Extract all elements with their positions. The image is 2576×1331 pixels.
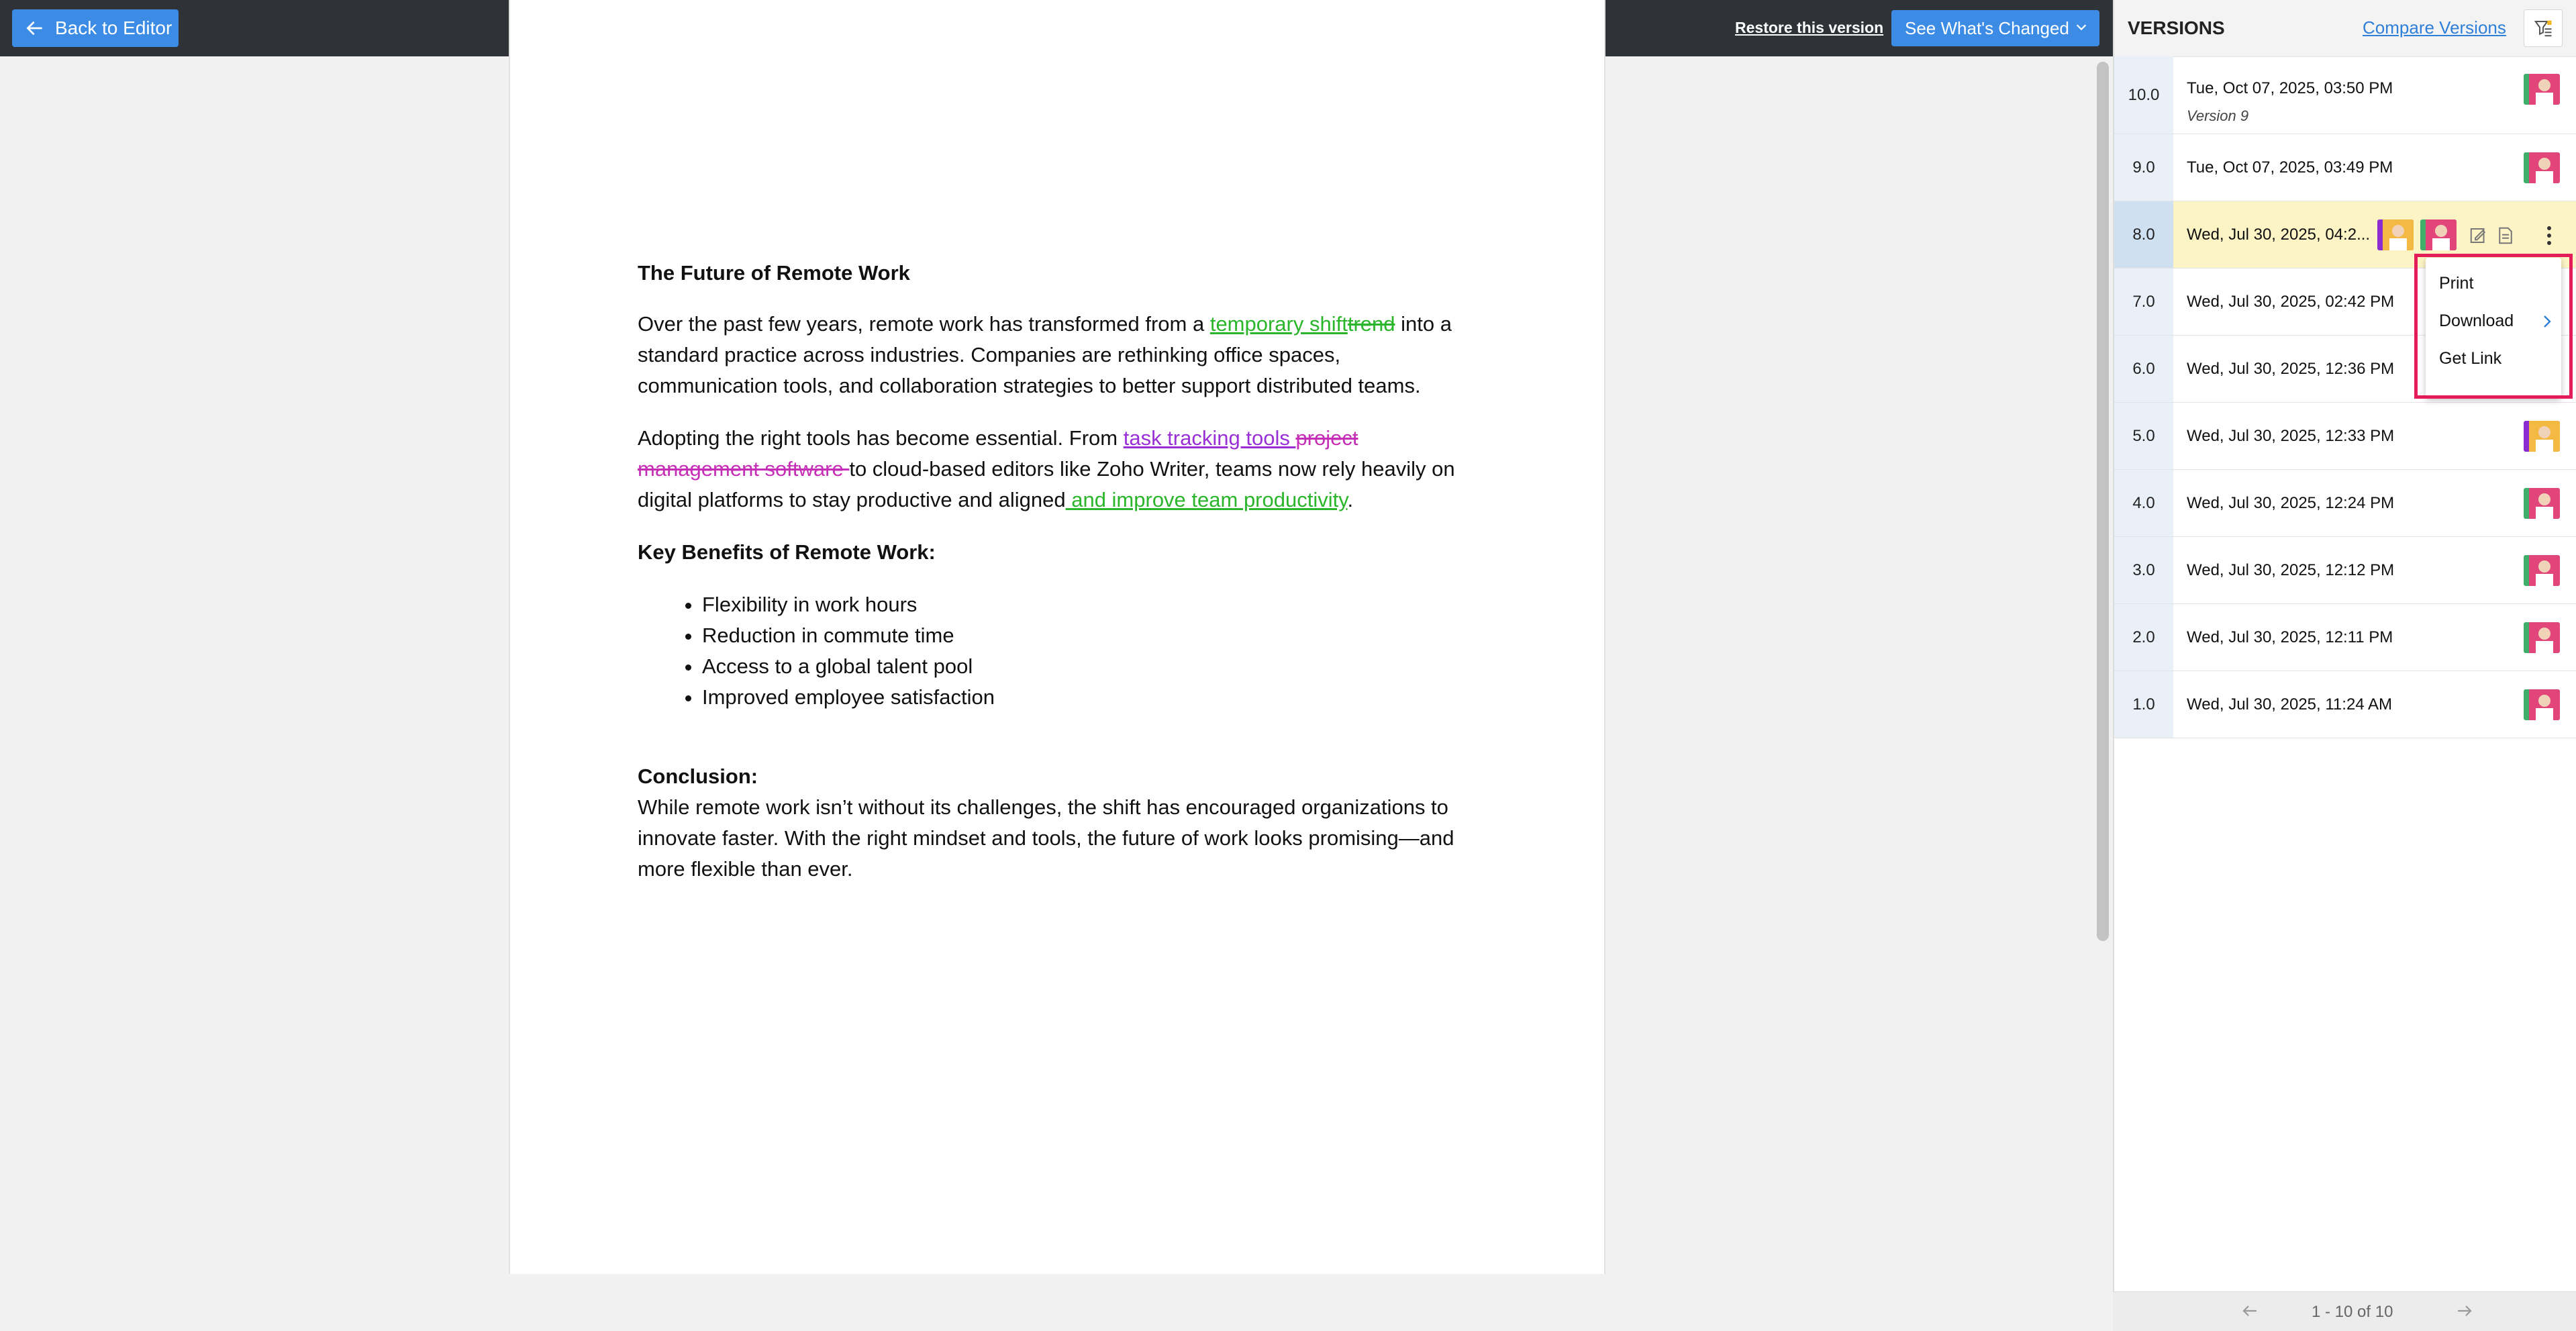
versions-title: VERSIONS [2128,17,2225,38]
versions-header [2114,0,2576,57]
version-number: 5.0 [2114,403,2173,469]
list-item: • Flexibility in work hours [702,589,1470,620]
arrow-left-icon [24,17,46,39]
paragraph-conclusion: While remote work isn’t without its challenges, the shift has encouraged organizations to innovate faster. With the right mindset and tools, the future of work looks promising—and more flexible than ever. [638,795,1454,881]
version-number: 9.0 [2114,134,2173,201]
version-number: 3.0 [2114,537,2173,603]
version-date: Wed, Jul 30, 2025, 12:33 PM [2187,427,2395,445]
conclusion-heading: Conclusion: [638,765,758,788]
menu-item-get-link[interactable]: Get Link [2439,349,2502,368]
avatar [2377,219,2414,250]
versions-panel [2113,0,2576,1330]
version-date: Tue, Oct 07, 2025, 03:50 PM [2187,79,2393,97]
edit-note-icon[interactable] [2469,226,2489,246]
deleted-text: trend [1347,312,1395,336]
prev-page-icon[interactable] [2240,1303,2259,1319]
menu-item-print[interactable]: Print [2439,274,2474,293]
more-options-icon[interactable] [2541,224,2557,247]
text-run: . [1347,488,1354,511]
text-run: into a standard practice across industries. Companies are rethinking office spaces, communication tools, and collaboration strategies to better support distributed teams. [638,312,1452,397]
version-number: 2.0 [2114,604,2173,671]
avatar [2524,488,2560,519]
inserted-text: and improve team productivity [1065,488,1348,511]
document-icon[interactable] [2495,226,2516,246]
version-row[interactable] [2114,604,2576,671]
version-date: Wed, Jul 30, 2025, 12:11 PM [2187,628,2393,646]
inserted-text: task tracking tools [1123,426,1296,450]
benefits-list [638,589,1470,713]
version-number: 7.0 [2114,268,2173,335]
version-date: Wed, Jul 30, 2025, 04:2... [2187,226,2371,244]
version-row[interactable] [2114,470,2576,537]
version-row[interactable] [2114,403,2576,470]
version-date: Tue, Oct 07, 2025, 03:49 PM [2187,158,2393,177]
back-to-editor-button[interactable] [12,9,179,47]
pagination-bar [2113,1291,2576,1331]
avatar [2420,219,2457,250]
version-date: Wed, Jul 30, 2025, 02:42 PM [2187,293,2395,311]
avatar [2524,555,2560,586]
version-date: Wed, Jul 30, 2025, 12:36 PM [2187,360,2395,378]
text-run: Over the past few years, remote work has transformed from a [638,312,1210,336]
avatar [2524,689,2560,720]
inserted-text: temporary shift [1209,312,1348,336]
version-date: Wed, Jul 30, 2025, 12:12 PM [2187,561,2395,579]
version-number: 4.0 [2114,470,2173,536]
list-item: • Improved employee satisfaction [702,682,1470,713]
next-page-icon[interactable] [2455,1303,2474,1319]
paragraph-tools [638,423,1470,515]
avatar [2524,421,2560,452]
version-row[interactable] [2114,671,2576,738]
list-item: • Access to a global talent pool [702,651,1470,682]
version-row[interactable] [2114,56,2576,134]
see-whats-changed-label: See What's Changed [1905,17,2069,38]
document-title: The Future of Remote Work [638,261,910,285]
document-scrollbar-thumb[interactable] [2097,62,2109,941]
version-number: 6.0 [2114,336,2173,402]
pagination-label: 1 - 10 of 10 [2312,1303,2393,1321]
compare-versions-link[interactable]: Compare Versions [2363,17,2506,38]
filter-button[interactable] [2524,9,2563,47]
version-date: Wed, Jul 30, 2025, 11:24 AM [2187,695,2392,713]
version-number: 1.0 [2114,671,2173,738]
version-number: 10.0 [2114,56,2173,134]
version-date: Wed, Jul 30, 2025, 12:24 PM [2187,494,2395,512]
version-row[interactable] [2114,134,2576,201]
document-body [638,258,1470,885]
filter-icon [2533,18,2553,38]
restore-version-link[interactable]: Restore this version [1735,19,1884,36]
benefits-heading: Key Benefits of Remote Work: [638,540,936,564]
paragraph-intro [638,309,1470,401]
deleted-text: project management software [638,426,1358,481]
version-row[interactable] [2114,537,2576,604]
menu-item-download[interactable]: Download [2439,311,2514,330]
text-run: to cloud-based editors like Zoho Writer, teams now rely heavily on digital platforms to stay productive and aligned [638,457,1455,511]
chevron-down-icon [2074,19,2089,34]
back-to-editor-label: Back to Editor [55,17,172,38]
avatar [2524,622,2560,653]
see-whats-changed-button[interactable] [1891,10,2099,46]
highlight-box [2414,254,2573,399]
version-note: Version 9 [2187,107,2249,124]
avatar [2524,74,2560,105]
version-number: 8.0 [2114,201,2173,268]
text-run: Adopting the right tools has become essential. From [638,426,1124,450]
avatar [2524,152,2560,183]
list-item: • Reduction in commute time [702,620,1470,651]
